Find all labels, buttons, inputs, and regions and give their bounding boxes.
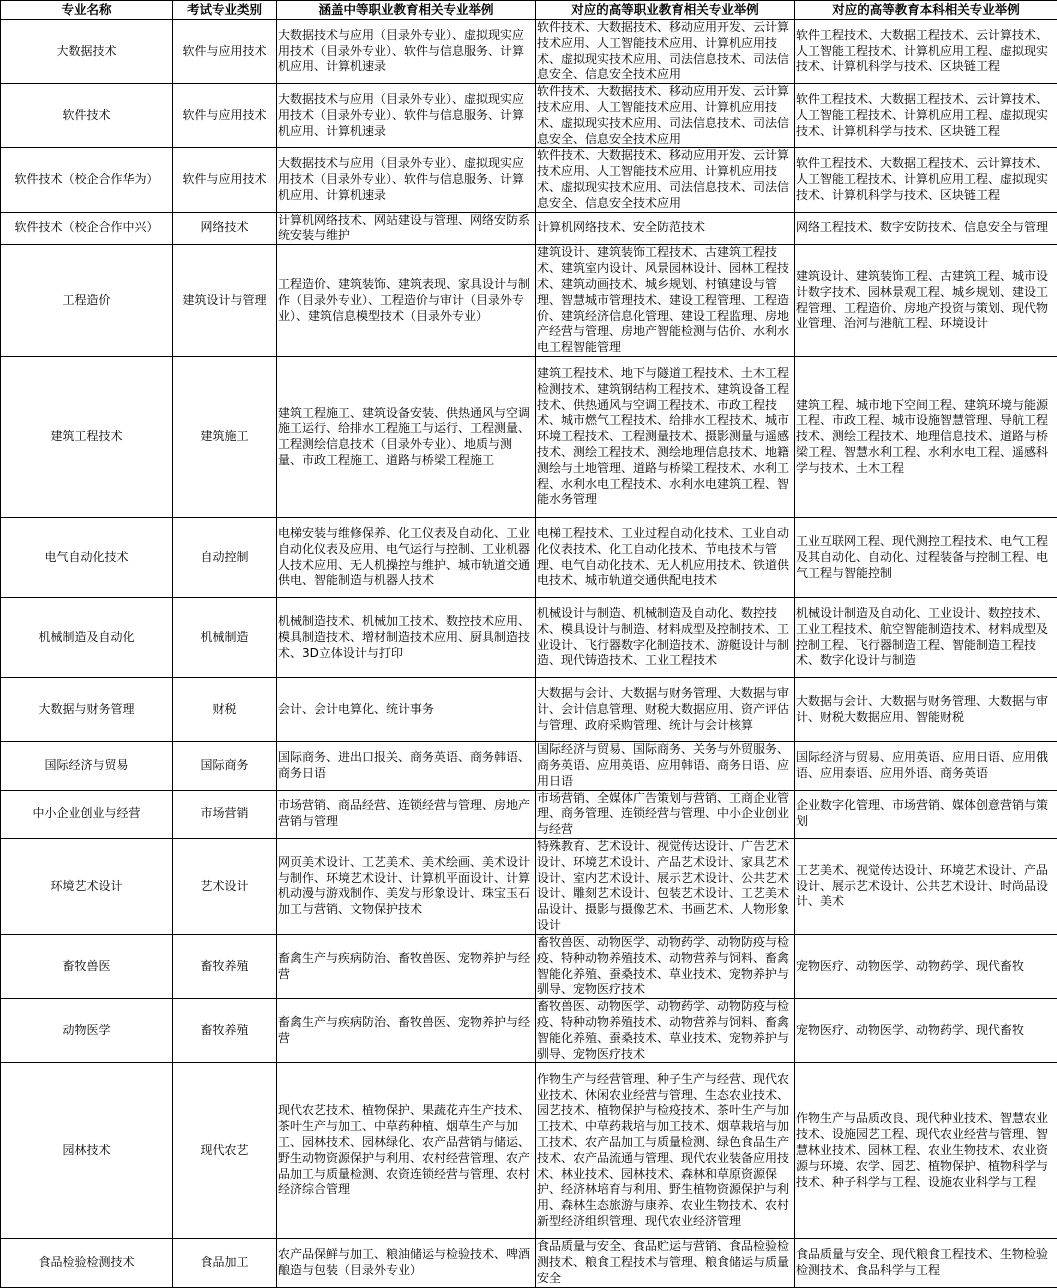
table-row xyxy=(1,212,1057,245)
secondary-majors-cell: 畜禽生产与疾病防治、畜牧兽医、宠物养护与经营 xyxy=(277,934,536,998)
major-name-cell: 软件技术（校企合作华为） xyxy=(1,148,173,212)
table-row xyxy=(1,598,1057,678)
table-row xyxy=(1,742,1057,790)
major-name-cell: 软件技术（校企合作中兴） xyxy=(1,212,173,245)
secondary-majors-cell: 大数据技术与应用（目录外专业）、虚拟现实应用技术（目录外专业）、软件与信息服务、计算机应用、计算机速录 xyxy=(277,20,536,84)
major-name-cell: 大数据与财务管理 xyxy=(1,678,173,742)
major-name-cell: 建筑工程技术 xyxy=(1,357,173,518)
secondary-majors-cell: 计算机网络技术、网站建设与管理、网络安防系统安装与维护 xyxy=(277,212,536,245)
secondary-majors-cell: 机械制造技术、机械加工技术、数控技术应用、模具制造技术、增材制造技术应用、厨具制造技术、3D立体设计与打印 xyxy=(277,598,536,678)
table-row xyxy=(1,245,1057,357)
table-row xyxy=(1,934,1057,998)
undergraduate-majors-cell: 宠物医疗、动物医学、动物药学、现代畜牧 xyxy=(795,999,1057,1063)
exam-category-cell: 自动控制 xyxy=(173,518,277,598)
higher-vocational-majors-cell: 大数据与会计、大数据与财务管理、大数据与审计、会计信息管理、财税大数据应用、资产评估与管理、政府采购管理、统计与会计核算 xyxy=(536,678,795,742)
secondary-majors-cell: 工程造价、建筑装饰、建筑表现、家具设计与制作（目录外专业）、工程造价与审计（目录外专业）、建筑信息模型技术（目录外专业） xyxy=(277,245,536,357)
major-name-cell: 机械制造及自动化 xyxy=(1,598,173,678)
exam-category-cell: 畜牧养殖 xyxy=(173,999,277,1063)
higher-vocational-majors-cell: 建筑工程技术、地下与隧道工程技术、土木工程检测技术、建筑钢结构工程技术、建筑设备工程技术、供热通风与空调工程技术、市政工程技术、城市燃气工程技术、给排水工程技术、城市环境工程技术、工程测量技术、摄影测量与遥感技术、测绘工程技术、测绘地理信息技术、地籍测绘与土地管理、道路与桥梁工程技术、水利工程、水利水电工程技术、水利水电建筑工程、智能水务管理 xyxy=(536,357,795,518)
table-row xyxy=(1,20,1057,84)
higher-vocational-majors-cell: 软件技术、大数据技术、移动应用开发、云计算技术应用、人工智能技术应用、计算机应用技术、虚拟现实技术应用、司法信息技术、司法信息安全、信息安全技术应用 xyxy=(536,20,795,84)
header-undergraduate-majors: 对应的高等教育本科相关专业举例 xyxy=(795,1,1057,20)
higher-vocational-majors-cell: 电梯工程技术、工业过程自动化技术、工业自动化仪表技术、化工自动化技术、节电技术与管理、电气自动化技术、无人机应用技术、铁道供电技术、城市轨道交通供配电技术 xyxy=(536,518,795,598)
higher-vocational-majors-cell: 食品质量与安全、食品贮运与营销、食品检验检测技术、粮食工程技术与管理、粮食储运与质量安全 xyxy=(536,1239,795,1287)
major-name-cell: 动物医学 xyxy=(1,999,173,1063)
higher-vocational-majors-cell: 建筑设计、建筑装饰工程技术、古建筑工程技术、建筑室内设计、风景园林设计、园林工程技术、建筑动画技术、城乡规划、村镇建设与管理、智慧城市管理技术、建设工程管理、工程造价、建筑经济信息化管理、建设工程监理、房地产经营与管理、房地产智能检测与估价、水利水电工程智能管理 xyxy=(536,245,795,357)
secondary-majors-cell: 现代农艺技术、植物保护、果蔬花卉生产技术、茶叶生产与加工、中草药种植、烟草生产与加工、园林技术、园林绿化、农产品营销与储运、野生动物资源保护与利用、农村经营管理、农产品加工与质量检测、农资连锁经营与管理、农村经济综合管理 xyxy=(277,1063,536,1239)
undergraduate-majors-cell: 宠物医疗、动物医学、动物药学、现代畜牧 xyxy=(795,934,1057,998)
higher-vocational-majors-cell: 国际经济与贸易、国际商务、关务与外贸服务、商务英语、应用英语、应用韩语、商务日语、应用日语 xyxy=(536,742,795,790)
undergraduate-majors-cell: 建筑设计、建筑装饰工程、古建筑工程、城市设计数字技术、园林景观工程、城乡规划、建设工程管理、工程造价、房地产投资与策划、现代物业管理、治河与港航工程、环境设计 xyxy=(795,245,1057,357)
undergraduate-majors-cell: 网络工程技术、数字安防技术、信息安全与管理 xyxy=(795,212,1057,245)
table-row xyxy=(1,790,1057,838)
table-row xyxy=(1,838,1057,934)
higher-vocational-majors-cell: 软件技术、大数据技术、移动应用开发、云计算技术应用、人工智能技术应用、计算机应用技术、虚拟现实技术应用、司法信息技术、司法信息安全、信息安全技术应用 xyxy=(536,148,795,212)
major-name-cell: 大数据技术 xyxy=(1,20,173,84)
major-name-cell: 畜牧兽医 xyxy=(1,934,173,998)
undergraduate-majors-cell: 大数据与会计、大数据与财务管理、大数据与审计、财税大数据应用、智能财税 xyxy=(795,678,1057,742)
undergraduate-majors-cell: 工艺美术、视觉传达设计、环境艺术设计、产品设计、展示艺术设计、公共艺术设计、时尚品设计、美术 xyxy=(795,838,1057,934)
secondary-majors-cell: 市场营销、商品经营、连锁经营与管理、房地产营销与管理 xyxy=(277,790,536,838)
undergraduate-majors-cell: 建筑工程、城市地下空间工程、建筑环境与能源工程、市政工程、城市设施智慧管理、导航工程技术、测绘工程技术、地理信息技术、道路与桥梁工程、智慧水利工程、水利水电工程、遥感科学与技术、土木工程 xyxy=(795,357,1057,518)
higher-vocational-majors-cell: 市场营销、全媒体广告策划与营销、工商企业管理、商务管理、连锁经营与管理、中小企业创业与经营 xyxy=(536,790,795,838)
major-name-cell: 园林技术 xyxy=(1,1063,173,1239)
secondary-majors-cell: 国际商务、进出口报关、商务英语、商务韩语、商务日语 xyxy=(277,742,536,790)
secondary-majors-cell: 大数据技术与应用（目录外专业）、虚拟现实应用技术（目录外专业）、软件与信息服务、计算机应用、计算机速录 xyxy=(277,148,536,212)
header-exam-category: 考试专业类别 xyxy=(173,1,277,20)
table-row xyxy=(1,84,1057,148)
undergraduate-majors-cell: 机械设计制造及自动化、工业设计、数控技术、工业工程技术、航空智能制造技术、材料成型及控制工程、飞行器制造工程、智能制造工程技术、数字化设计与制造 xyxy=(795,598,1057,678)
undergraduate-majors-cell: 作物生产与品质改良、现代种业技术、智慧农业技术、设施园艺工程、现代农业经营与管理、智慧林业技术、园林工程、农业生物技术、农业资源与环境、农学、园艺、植物保护、植物科学与技术、种子科学与工程、设施农业科学与工程 xyxy=(795,1063,1057,1239)
table-row xyxy=(1,678,1057,742)
exam-category-cell: 软件与应用技术 xyxy=(173,84,277,148)
secondary-majors-cell: 建筑工程施工、建筑设备安装、供热通风与空调施工运行、给排水工程施工与运行、工程测量、工程测绘信息技术（目录外专业）、地质与测量、市政工程施工、道路与桥梁工程施工 xyxy=(277,357,536,518)
secondary-majors-cell: 畜禽生产与疾病防治、畜牧兽医、宠物养护与经营 xyxy=(277,999,536,1063)
undergraduate-majors-cell: 食品质量与安全、现代粮食工程技术、生物检验检测技术、食品科学与工程 xyxy=(795,1239,1057,1287)
exam-category-cell: 食品加工 xyxy=(173,1239,277,1287)
undergraduate-majors-cell: 软件工程技术、大数据工程技术、云计算技术、人工智能工程技术、计算机应用工程、虚拟现实技术、计算机科学与技术、区块链工程 xyxy=(795,84,1057,148)
major-name-cell: 食品检验检测技术 xyxy=(1,1239,173,1287)
higher-vocational-majors-cell: 畜牧兽医、动物医学、动物药学、动物防疫与检疫、特种动物养殖技术、动物营养与饲料、畜禽智能化养殖、蚕桑技术、草业技术、宠物养护与驯导、宠物医疗技术 xyxy=(536,934,795,998)
header-row xyxy=(1,1,1057,20)
undergraduate-majors-cell: 国际经济与贸易、应用英语、应用日语、应用俄语、应用泰语、应用外语、商务英语 xyxy=(795,742,1057,790)
exam-category-cell: 财税 xyxy=(173,678,277,742)
major-name-cell: 软件技术 xyxy=(1,84,173,148)
higher-vocational-majors-cell: 软件技术、大数据技术、移动应用开发、云计算技术应用、人工智能技术应用、计算机应用技术、虚拟现实技术应用、司法信息技术、司法信息安全、信息安全技术应用 xyxy=(536,84,795,148)
table-row xyxy=(1,999,1057,1063)
secondary-majors-cell: 网页美术设计、工艺美术、美术绘画、美术设计与制作、环境艺术设计、计算机平面设计、计算机动漫与游戏制作、美发与形象设计、珠宝玉石加工与营销、文物保护技术 xyxy=(277,838,536,934)
table-row xyxy=(1,1239,1057,1287)
higher-vocational-majors-cell: 计算机网络技术、安全防范技术 xyxy=(536,212,795,245)
secondary-majors-cell: 农产品保鲜与加工、粮油储运与检验技术、啤酒酿造与包装（目录外专业） xyxy=(277,1239,536,1287)
exam-category-cell: 软件与应用技术 xyxy=(173,20,277,84)
undergraduate-majors-cell: 软件工程技术、大数据工程技术、云计算技术、人工智能工程技术、计算机应用工程、虚拟现实技术、计算机科学与技术、区块链工程 xyxy=(795,20,1057,84)
exam-category-cell: 软件与应用技术 xyxy=(173,148,277,212)
undergraduate-majors-cell: 企业数字化管理、市场营销、媒体创意营销与策划 xyxy=(795,790,1057,838)
secondary-majors-cell: 会计、会计电算化、统计事务 xyxy=(277,678,536,742)
exam-category-cell: 建筑施工 xyxy=(173,357,277,518)
table-row xyxy=(1,518,1057,598)
header-major-name: 专业名称 xyxy=(1,1,173,20)
exam-category-cell: 现代农艺 xyxy=(173,1063,277,1239)
exam-category-cell: 机械制造 xyxy=(173,598,277,678)
undergraduate-majors-cell: 工业互联网工程、现代测控工程技术、电气工程及其自动化、自动化、过程装备与控制工程、电气工程与智能控制 xyxy=(795,518,1057,598)
secondary-majors-cell: 大数据技术与应用（目录外专业）、虚拟现实应用技术（目录外专业）、软件与信息服务、计算机应用、计算机速录 xyxy=(277,84,536,148)
higher-vocational-majors-cell: 作物生产与经营管理、种子生产与经营、现代农业技术、休闲农业经营与管理、生态农业技术、园艺技术、植物保护与检疫技术、茶叶生产与加工技术、中草药栽培与加工技术、烟草栽培与加工技术、农产品加工与质量检测、绿色食品生产技术、农产品流通与管理、现代农业装备应用技术、林业技术、园林技术、森林和草原资源保护、经济林培育与利用、野生植物资源保护与利用、森林生态旅游与康养、农业生物技术、农村新型经济组织管理、现代农业经济管理 xyxy=(536,1063,795,1239)
higher-vocational-majors-cell: 特殊教育、艺术设计、视觉传达设计、广告艺术设计、环境艺术设计、产品艺术设计、家具艺术设计、室内艺术设计、展示艺术设计、公共艺术设计、雕刻艺术设计、包装艺术设计、工艺美术品设计、摄影与摄像艺术、书画艺术、人物形象设计 xyxy=(536,838,795,934)
exam-category-cell: 建筑设计与管理 xyxy=(173,245,277,357)
header-secondary-majors: 涵盖中等职业教育相关专业举例 xyxy=(277,1,536,20)
exam-category-cell: 市场营销 xyxy=(173,790,277,838)
table-row xyxy=(1,1063,1057,1239)
secondary-majors-cell: 电梯安装与维修保养、化工仪表及自动化、工业自动化仪表及应用、电气运行与控制、工业机器人技术应用、无人机操控与维护、城市轨道交通供电、智能制造与机器人技术 xyxy=(277,518,536,598)
higher-vocational-majors-cell: 机械设计与制造、机械制造及自动化、数控技术、模具设计与制造、材料成型及控制技术、工业设计、飞行器数字化制造技术、游艇设计与制造、现代铸造技术、工业工程技术 xyxy=(536,598,795,678)
undergraduate-majors-cell: 软件工程技术、大数据工程技术、云计算技术、人工智能工程技术、计算机应用工程、虚拟现实技术、计算机科学与技术、区块链工程 xyxy=(795,148,1057,212)
major-name-cell: 国际经济与贸易 xyxy=(1,742,173,790)
major-name-cell: 环境艺术设计 xyxy=(1,838,173,934)
major-name-cell: 中小企业创业与经营 xyxy=(1,790,173,838)
table-row xyxy=(1,148,1057,212)
major-name-cell: 工程造价 xyxy=(1,245,173,357)
higher-vocational-majors-cell: 畜牧兽医、动物医学、动物药学、动物防疫与检疫、特种动物养殖技术、动物营养与饲料、畜禽智能化养殖、蚕桑技术、草业技术、宠物养护与驯导、宠物医疗技术 xyxy=(536,999,795,1063)
major-name-cell: 电气自动化技术 xyxy=(1,518,173,598)
exam-category-cell: 网络技术 xyxy=(173,212,277,245)
table-row xyxy=(1,357,1057,518)
header-higher-vocational-majors: 对应的高等职业教育相关专业举例 xyxy=(536,1,795,20)
exam-category-cell: 畜牧养殖 xyxy=(173,934,277,998)
exam-category-cell: 艺术设计 xyxy=(173,838,277,934)
exam-category-cell: 国际商务 xyxy=(173,742,277,790)
